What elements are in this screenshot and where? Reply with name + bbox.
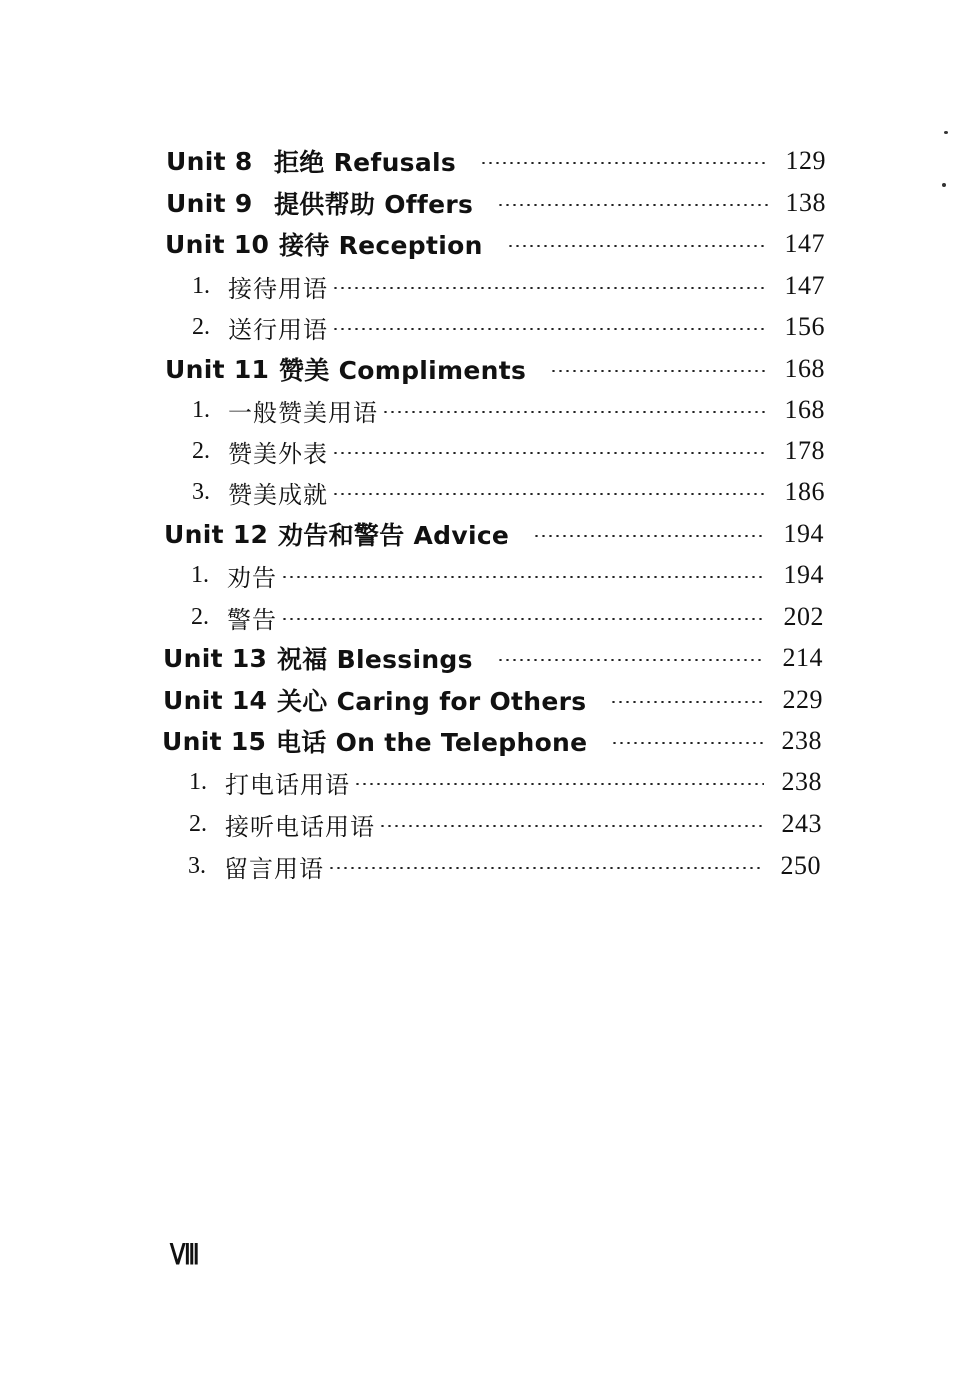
page-folio: Ⅷ (170, 1240, 198, 1271)
unit-label: Unit 12 (164, 519, 269, 549)
sub-number: 3. (192, 478, 210, 505)
sub-number: 3. (188, 852, 206, 879)
dot-leader (379, 825, 764, 827)
dot-leader (332, 328, 767, 330)
sub-title: 打电话用语 (225, 770, 350, 799)
page-number: 229 (782, 685, 823, 714)
unit-label: Unit 9 (166, 188, 253, 218)
page-number: 194 (783, 560, 824, 589)
dot-leader (611, 742, 764, 744)
dot-leader (480, 162, 768, 164)
sub-number: 2. (192, 437, 210, 464)
page-number: 202 (783, 602, 824, 631)
toc-entry-unit-12[interactable] (164, 514, 824, 554)
sub-title: 赞美外表 (228, 439, 328, 468)
page-number: 214 (782, 643, 823, 672)
sub-title: 警告 (227, 605, 277, 634)
toc-entry-sub[interactable] (192, 307, 825, 347)
toc-entry-unit-14[interactable] (163, 680, 823, 720)
scan-speck (944, 131, 948, 134)
unit-title: 提供帮助 Offers (274, 190, 474, 219)
sub-number: 1. (191, 561, 209, 588)
unit-label: Unit 14 (163, 685, 268, 715)
toc-entry-sub[interactable] (191, 555, 824, 595)
dot-leader (497, 204, 768, 206)
dot-leader (281, 576, 766, 578)
unit-title: 劝告和警告 Advice (278, 521, 510, 550)
sub-title: 留言用语 (224, 854, 324, 883)
toc-entry-sub[interactable] (192, 472, 825, 512)
dot-leader (332, 493, 767, 495)
unit-title: 接待 Reception (279, 231, 483, 260)
toc-entry-unit-11[interactable] (165, 349, 825, 389)
scan-speck (942, 183, 946, 187)
unit-label: Unit 11 (165, 354, 270, 384)
toc-entry-unit-15[interactable] (162, 721, 822, 761)
page-number: 138 (785, 188, 826, 217)
sub-number: 2. (191, 603, 209, 630)
sub-number: 2. (192, 313, 210, 340)
page-number: 243 (781, 809, 822, 838)
sub-number: 1. (192, 272, 210, 299)
page-number: 129 (785, 146, 826, 175)
sub-number: 1. (192, 396, 210, 423)
page-number: 238 (781, 767, 822, 796)
page-number: 156 (784, 312, 825, 341)
dot-leader (533, 535, 766, 537)
unit-title: 拒绝 Refusals (274, 148, 457, 177)
toc-entry-unit-13[interactable] (163, 638, 823, 678)
page-number: 250 (780, 851, 821, 880)
dot-leader (550, 370, 767, 372)
toc-entry-sub[interactable] (188, 846, 821, 886)
page-number: 147 (784, 229, 825, 258)
unit-label: Unit 8 (166, 146, 253, 176)
toc-entry-sub[interactable] (189, 804, 822, 844)
toc-entry-sub[interactable] (192, 390, 825, 430)
sub-title: 送行用语 (228, 315, 328, 344)
unit-title: 祝福 Blessings (277, 645, 473, 674)
page-number: 178 (784, 436, 825, 465)
page-number: 238 (781, 726, 822, 755)
toc-entry-unit-8[interactable] (166, 141, 826, 181)
page-number: 168 (784, 395, 825, 424)
page-number: 168 (784, 354, 825, 383)
dot-leader (382, 411, 767, 413)
unit-title: 电话 On the Telephone (276, 728, 588, 757)
dot-leader (332, 287, 767, 289)
sub-title: 接待用语 (228, 274, 328, 303)
page-number: 194 (783, 519, 824, 548)
toc-entry-unit-10[interactable] (165, 224, 825, 264)
dot-leader (328, 867, 763, 869)
page-number: 147 (784, 271, 825, 300)
sub-title: 一般赞美用语 (228, 398, 378, 427)
unit-label: Unit 10 (165, 229, 270, 259)
unit-title: 赞美 Compliments (279, 356, 527, 385)
dot-leader (354, 783, 764, 785)
sub-title: 劝告 (227, 563, 277, 592)
toc-entry-sub[interactable] (192, 266, 825, 306)
dot-leader (497, 659, 765, 661)
toc-entry-unit-9[interactable] (166, 183, 826, 223)
unit-title: 关心 Caring for Others (277, 687, 587, 716)
page-number: 186 (784, 477, 825, 506)
dot-leader (281, 618, 766, 620)
sub-number: 1. (189, 768, 207, 795)
dot-leader (507, 245, 767, 247)
toc-entry-sub[interactable] (189, 762, 822, 802)
sub-title: 接听电话用语 (225, 812, 375, 841)
sub-number: 2. (189, 810, 207, 837)
dot-leader (332, 452, 767, 454)
sub-title: 赞美成就 (228, 480, 328, 509)
unit-label: Unit 15 (162, 726, 267, 756)
unit-label: Unit 13 (163, 643, 268, 673)
toc-entry-sub[interactable] (192, 431, 825, 471)
dot-leader (610, 701, 765, 703)
toc-entry-sub[interactable] (191, 597, 824, 637)
